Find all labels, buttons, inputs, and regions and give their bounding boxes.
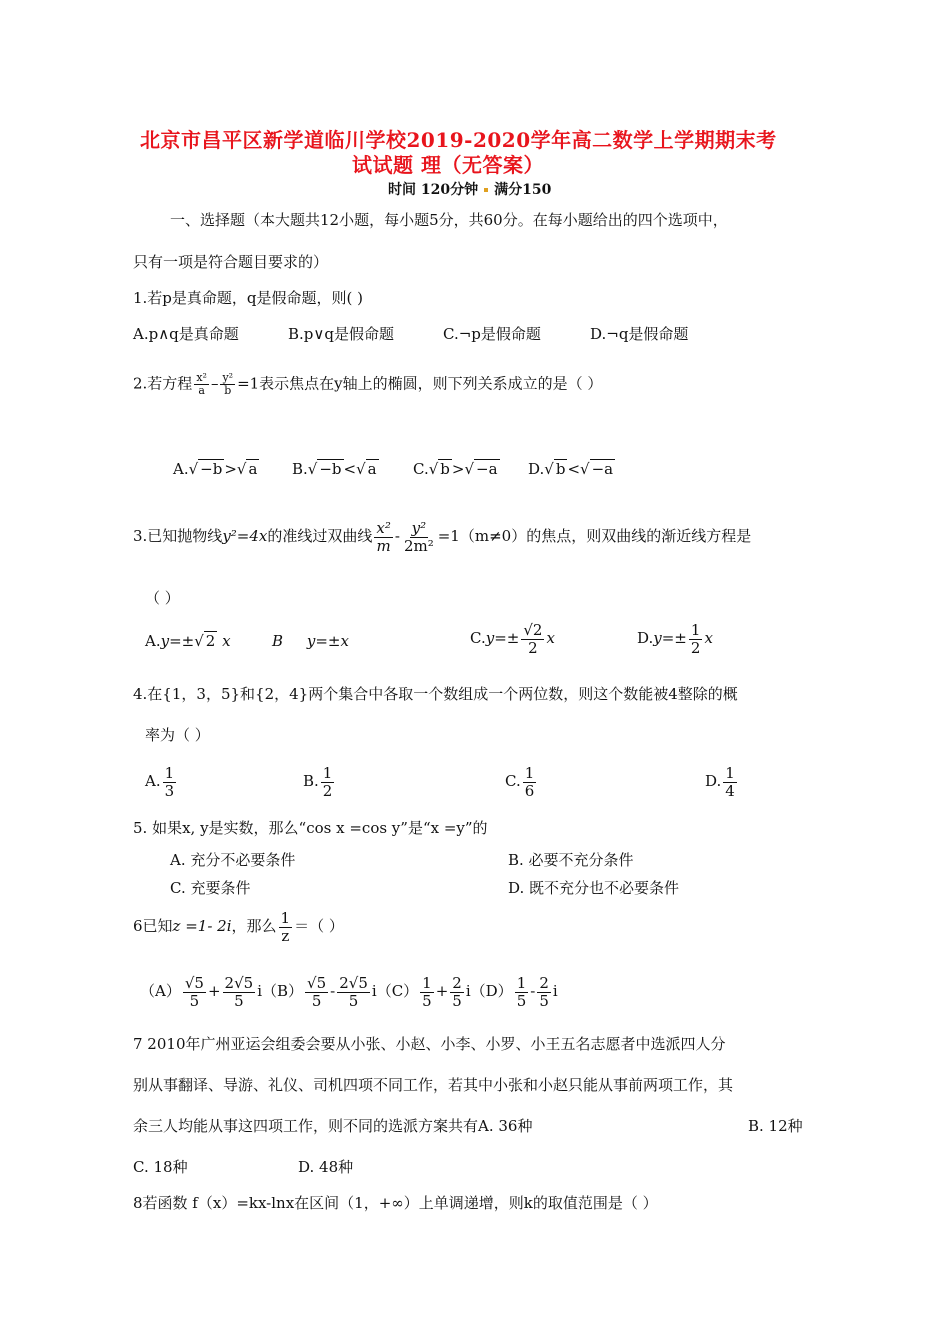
option-label: C. [470,629,486,647]
fraction-numerator: √5 [307,974,327,992]
sqrt-expression: √ −a [580,460,614,478]
question-4-option-c [505,765,538,799]
document-title-line2: 试试题 理（无答案） [352,153,544,177]
fraction-denominator: 2 [528,638,538,657]
question-1-option-c: C.¬p是假命题 [443,325,541,343]
operator: + [207,982,221,1000]
question-3-option-b [272,632,349,650]
imaginary-unit: i [465,982,471,1000]
fraction-numerator: y² [222,371,234,384]
option-label-a: （A） [140,982,181,1000]
fraction-denominator: m [376,536,391,555]
fraction-denominator: 2 [322,781,333,800]
fraction-denominator: 5 [539,991,549,1010]
option-fraction [163,765,177,799]
separator-dot [484,188,488,192]
fraction-denominator: 5 [234,991,244,1010]
sqrt-expression: √ b [544,460,566,478]
fraction-numerator: 2√5 [224,974,254,992]
reciprocal-fraction [279,910,293,944]
option-expression: y=± [653,629,687,647]
exam-time: 时间 120分钟 [388,182,479,198]
question-3-option-c [470,622,555,656]
radicand: a [367,460,377,478]
question-5-stem: 5. 如果x, y是实数，那么“cos x =cos y”是“x =y”的 [133,819,488,837]
option-label: A. [145,772,161,790]
question-5-option-b: B. 必要不充分条件 [508,851,634,869]
fraction-numerator: 2 [452,974,462,992]
option-fraction [515,975,529,1009]
question-5-option-d: D. 既不充分也不必要条件 [508,879,680,897]
sqrt-expression: √ b [428,460,450,478]
fraction-denominator: 5 [452,991,462,1010]
operator: < [343,460,357,478]
option-fraction [420,975,434,1009]
section-intro-line2: 只有一项是符合题目要求的） [133,253,329,271]
option-fraction [450,975,464,1009]
equation-fraction-x [194,372,209,397]
question-3-stem [133,520,751,554]
fraction-numerator: 1 [322,764,333,782]
question-3-option-a [145,632,231,650]
question-3-mid: 的准线过双曲线 [267,527,373,545]
fraction-denominator: 2m² [403,536,434,555]
option-fraction [521,622,544,656]
fraction-denominator: a [198,384,205,398]
question-2-option-c [413,460,500,478]
question-7-line3: 余三人均能从事这四项工作，则不同的选派方案共有A. 36种 [133,1117,533,1135]
option-label: A. [173,460,189,478]
option-label-d: （D） [470,982,513,1000]
option-expression: y=±x [306,632,349,650]
option-label: D. [528,460,545,478]
question-7-line2: 别从事翻译、导游、礼仪、司机四项不同工作，若其中小张和小赵只能从事前两项工作，其 [133,1076,734,1094]
question-3-condition: （m≠0）的焦点，则双曲线的渐近线方程是 [459,527,752,545]
question-4-option-d [705,765,739,799]
operator: < [567,460,581,478]
sqrt-expression: √ −a [464,460,498,478]
question-8-stem: 8若函数 f（x）=kx-lnx在区间（1，+∞）上单调递增，则k的取值范围是（ ） [133,1194,658,1212]
fraction-denominator: 5 [311,991,322,1010]
operator: > [451,460,465,478]
fraction-denominator: 4 [725,781,735,800]
option-label-b: （B） [262,982,304,1000]
equals-one: =1 [437,527,460,545]
radicand: 2 [532,621,543,639]
option-fraction [183,975,206,1009]
radicand: 5 [194,974,204,992]
sqrt-expression: √ 2 [194,632,216,650]
fraction-denominator: 2 [690,638,701,657]
fraction-numerator: 1 [164,764,175,782]
operator: - [330,982,336,1000]
imaginary-unit: i [257,982,262,1000]
option-fraction [321,765,335,799]
option-fraction [723,765,737,799]
question-6-options [140,975,558,1009]
option-label-c: （C） [376,982,419,1000]
hyperbola-fraction-x [374,520,392,554]
operator: - [530,982,536,1000]
fraction-denominator: 5 [516,991,527,1010]
radicand: −a [476,460,498,478]
fraction-numerator: x² [196,371,207,384]
radicand: −b [319,460,342,478]
sqrt-expression: √ −b [188,460,223,478]
sqrt-expression: √ −b [307,460,342,478]
question-1-stem: 1.若p是真命题，q是假命题，则( ) [133,289,363,307]
variable-x: x [546,629,555,647]
fraction-denominator: 5 [348,991,359,1010]
parabola-equation: y²=4x [222,527,268,545]
option-label: A. [145,632,161,650]
question-2-option-a [173,460,259,478]
fraction-denominator: 5 [189,991,200,1010]
option-fraction [537,975,551,1009]
option-fraction [337,975,370,1009]
question-4-option-a [145,765,178,799]
fraction-numerator: y² [411,519,427,537]
fraction-denominator: b [224,384,232,398]
option-label: B. [303,772,319,790]
question-4-line1: 4.在{1，3，5}和{2，4}两个集合中各取一个数组成一个两位数，则这个数能被4整除的概 [133,685,738,703]
question-4-line2: 率为（ ） [145,726,210,744]
question-2-prefix: 2.若方程 [133,374,193,393]
question-4-option-b [303,765,336,799]
minus-sign: – [210,374,219,393]
question-7-option-b: B. 12种 [748,1117,803,1135]
radicand: a [248,460,258,478]
radicand: 5 [316,974,327,992]
question-3-paren: （ ） [145,589,180,607]
question-5-option-a: A. 充分不必要条件 [170,851,296,869]
question-2-option-d [528,460,615,478]
question-3-option-d [637,622,713,656]
fraction-denominator: 3 [164,781,175,800]
sqrt-expression: √ a [236,460,258,478]
question-5-option-c: C. 充要条件 [170,879,251,897]
fraction-numerator: 2√5 [339,974,368,992]
variable-x: x [704,629,713,647]
question-1-option-a: A.p∧q是真命题 [133,325,239,343]
operator: + [435,982,449,1000]
exam-score: 满分150 [494,182,552,198]
variable-x: x [222,632,231,650]
option-expression: y=± [160,632,195,650]
question-6-prefix: 6已知 [133,917,173,935]
document-title-line1: 北京市昌平区新学道临川学校2019-2020学年高二数学上学期期末考 [140,128,777,152]
fraction-numerator: x² [376,519,391,537]
fraction-numerator: 1 [516,974,527,992]
option-expression: y=± [485,629,520,647]
option-label: B [272,632,284,650]
fraction-numerator: 1 [280,909,291,927]
fraction-numerator: 2 [539,974,549,992]
question-7-line1: 7 2010年广州亚运会组委会要从小张、小赵、小李、小罗、小王五名志愿者中选派四人分 [133,1035,726,1053]
option-fraction [523,765,537,799]
sqrt-expression: √ a [356,460,377,478]
operator: > [224,460,237,478]
fraction-numerator: 1 [725,764,735,782]
fraction-numerator: 1 [422,974,432,992]
question-7-option-d: D. 48种 [298,1158,354,1176]
fraction-denominator: 5 [422,991,432,1010]
fraction-numerator: 1 [524,764,535,782]
question-6-suffix: ＝（ ） [294,917,344,935]
option-label: D. [637,629,654,647]
fraction-denominator: 6 [524,781,535,800]
question-7-option-c: C. 18种 [133,1158,188,1176]
option-label: C. [505,772,521,790]
fraction-numerator: √2 [523,621,543,639]
question-6-mid: ，那么 [231,917,277,935]
option-label: C. [413,460,429,478]
option-label: D. [705,772,722,790]
option-fraction [305,975,328,1009]
hyperbola-fraction-y [402,520,436,554]
question-2-option-b [292,460,379,478]
question-3-prefix: 3.已知抛物线 [133,527,223,545]
minus-sign: - [394,527,400,545]
radicand: 2 [205,632,216,650]
complex-equation: z =1- 2i [172,917,232,935]
fraction-numerator: 1 [690,621,701,639]
imaginary-unit: i [371,982,377,1000]
equation-fraction-y [220,372,235,397]
exam-info [388,182,551,199]
radicand: b [440,460,450,478]
option-label: B. [292,460,308,478]
radicand: b [555,460,566,478]
question-1-option-d: D.¬q是假命题 [590,325,689,343]
radicand: −b [200,460,223,478]
section-intro-line1: 一、选择题（本大题共12小题，每小题5分，共60分。在每小题给出的四个选项中， [170,211,728,229]
question-6-stem [133,910,344,944]
fraction-numerator: √5 [184,974,204,992]
question-2-stem [133,372,602,397]
imaginary-unit: i [552,982,558,1000]
option-fraction [689,622,703,656]
radicand: −a [591,460,614,478]
option-fraction [223,975,256,1009]
fraction-denominator: z [281,926,290,945]
question-1-option-b: B.p∨q是假命题 [288,325,394,343]
question-2-suffix: =1表示焦点在y轴上的椭圆，则下列关系成立的是（ ） [237,374,603,393]
